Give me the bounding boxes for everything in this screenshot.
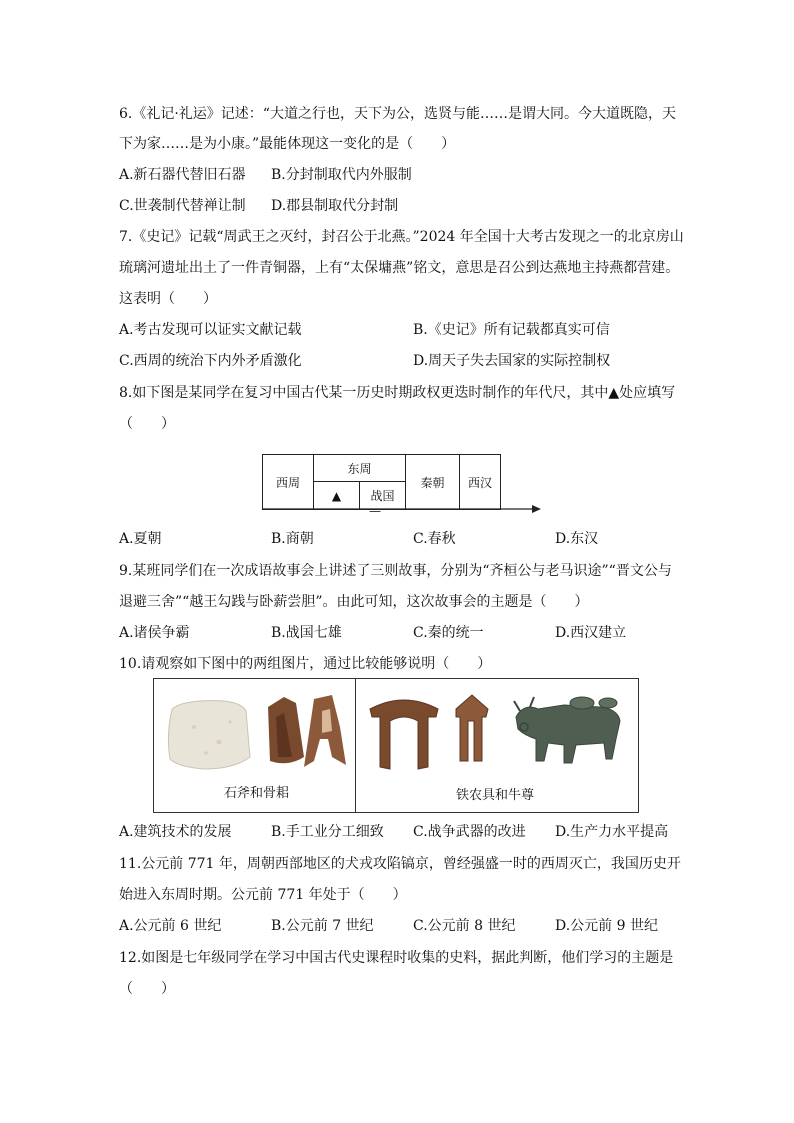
q6-option-a[interactable]: A.新石器代替旧石器 bbox=[119, 167, 246, 183]
q10-option-c[interactable]: C.战争武器的改进 bbox=[413, 824, 526, 840]
iron-tools-ox-zun-image bbox=[364, 687, 634, 779]
timeline-arrow bbox=[262, 502, 542, 518]
q7-stem-line3: 这表明（ ） bbox=[119, 291, 217, 307]
q7-option-b[interactable]: B.《史记》所有记载都真实可信 bbox=[413, 322, 610, 338]
q12-stem-line2: （ ） bbox=[119, 981, 175, 997]
q7-option-a[interactable]: A.考古发现可以证实文献记载 bbox=[119, 322, 302, 338]
q11-option-c[interactable]: C.公元前 8 世纪 bbox=[413, 918, 516, 934]
q6-stem-line2: 下为家……是为小康。”最能体现这一变化的是（ ） bbox=[119, 136, 456, 152]
q9-stem-line2: 退避三舍”“越王勾践与卧薪尝胆”。由此可知，这次故事会的主题是（ ） bbox=[119, 594, 589, 610]
q7-stem-line2: 琉璃河遗址出土了一件青铜器，上有“太保墉燕”铭文，意思是召公到达燕地主持燕都营建。 bbox=[119, 260, 680, 276]
q6-option-b[interactable]: B.分封制取代内外服制 bbox=[271, 167, 412, 183]
stone-axe-bone-spade-image bbox=[164, 687, 349, 779]
q8-option-c[interactable]: C.春秋 bbox=[413, 531, 456, 547]
q8-stem-line2: （ ） bbox=[119, 416, 175, 432]
q10-option-b[interactable]: B.手工业分工细致 bbox=[271, 824, 384, 840]
q9-option-c[interactable]: C.秦的统一 bbox=[413, 625, 484, 641]
caption-iron-tools: 铁农具和牛尊 bbox=[456, 788, 535, 803]
q7-option-c[interactable]: C.西周的统治下内外矛盾激化 bbox=[119, 353, 302, 369]
q6-option-d[interactable]: D.郡县制取代分封制 bbox=[271, 198, 399, 214]
q6-stem-line1: 6.《礼记·礼运》记述：“大道之行也，天下为公，选贤与能……是谓大同。今大道既隐，天 bbox=[119, 106, 676, 122]
q6-option-c[interactable]: C.世袭制代替禅让制 bbox=[119, 198, 246, 214]
q8-option-d[interactable]: D.东汉 bbox=[555, 531, 599, 547]
timeline-diagram bbox=[262, 454, 542, 518]
q9-stem-line1: 9.某班同学们在一次成语故事会上讲述了三则故事，分别为“齐桓公与老马识途”“晋文公与 bbox=[119, 563, 672, 579]
q11-option-d[interactable]: D.公元前 9 世纪 bbox=[555, 918, 658, 934]
q7-stem-line1: 7.《史记》记载“周武王之灭纣，封召公于北燕。”2024 年全国十大考古发现之一的北京房山 bbox=[119, 229, 684, 245]
q7-option-d[interactable]: D.周天子失去国家的实际控制权 bbox=[413, 353, 611, 369]
figure-divider bbox=[355, 679, 356, 812]
q11-option-a[interactable]: A.公元前 6 世纪 bbox=[119, 918, 222, 934]
timeline-qin: 秦朝 bbox=[405, 454, 460, 510]
q10-stem-line1: 10.请观察如下图中的两组图片，通过比较能够说明（ ） bbox=[119, 656, 492, 672]
q9-option-b[interactable]: B.战国七雄 bbox=[271, 625, 342, 641]
q11-stem-line1: 11.公元前 771 年，周朝西部地区的犬戎攻陷镐京，曾经强盛一时的西周灭亡，我国历史开 bbox=[119, 856, 681, 872]
q11-stem-line2: 始进入东周时期。公元前 771 年处于（ ） bbox=[119, 887, 407, 903]
artifacts-figure bbox=[153, 678, 639, 813]
q8-option-a[interactable]: A.夏朝 bbox=[119, 531, 162, 547]
timeline-east-zhou: 东周 bbox=[313, 454, 406, 482]
caption-stone-axe: 石斧和骨耜 bbox=[224, 786, 290, 801]
timeline-west-han: 西汉 bbox=[459, 454, 501, 510]
q10-option-a[interactable]: A.建筑技术的发展 bbox=[119, 824, 232, 840]
q8-option-b[interactable]: B.商朝 bbox=[271, 531, 314, 547]
timeline-west-zhou: 西周 bbox=[262, 454, 314, 510]
timeline-warring-states: 战国 bbox=[359, 481, 406, 510]
q10-option-d[interactable]: D.生产力水平提高 bbox=[555, 824, 669, 840]
q8-stem-line1: 8.如下图是某同学在复习中国古代某一历史时期政权更迭时制作的年代尺，其中▲处应填写 bbox=[119, 385, 676, 401]
timeline-blank-triangle: ▲ bbox=[313, 481, 360, 510]
q9-option-d[interactable]: D.西汉建立 bbox=[555, 625, 627, 641]
timeline-tick-mark: — bbox=[369, 504, 381, 518]
q12-stem-line1: 12.如图是七年级同学在学习中国古代史课程时收集的史料，据此判断，他们学习的主题是 bbox=[119, 950, 674, 966]
q11-option-b[interactable]: B.公元前 7 世纪 bbox=[271, 918, 374, 934]
q9-option-a[interactable]: A.诸侯争霸 bbox=[119, 625, 190, 641]
